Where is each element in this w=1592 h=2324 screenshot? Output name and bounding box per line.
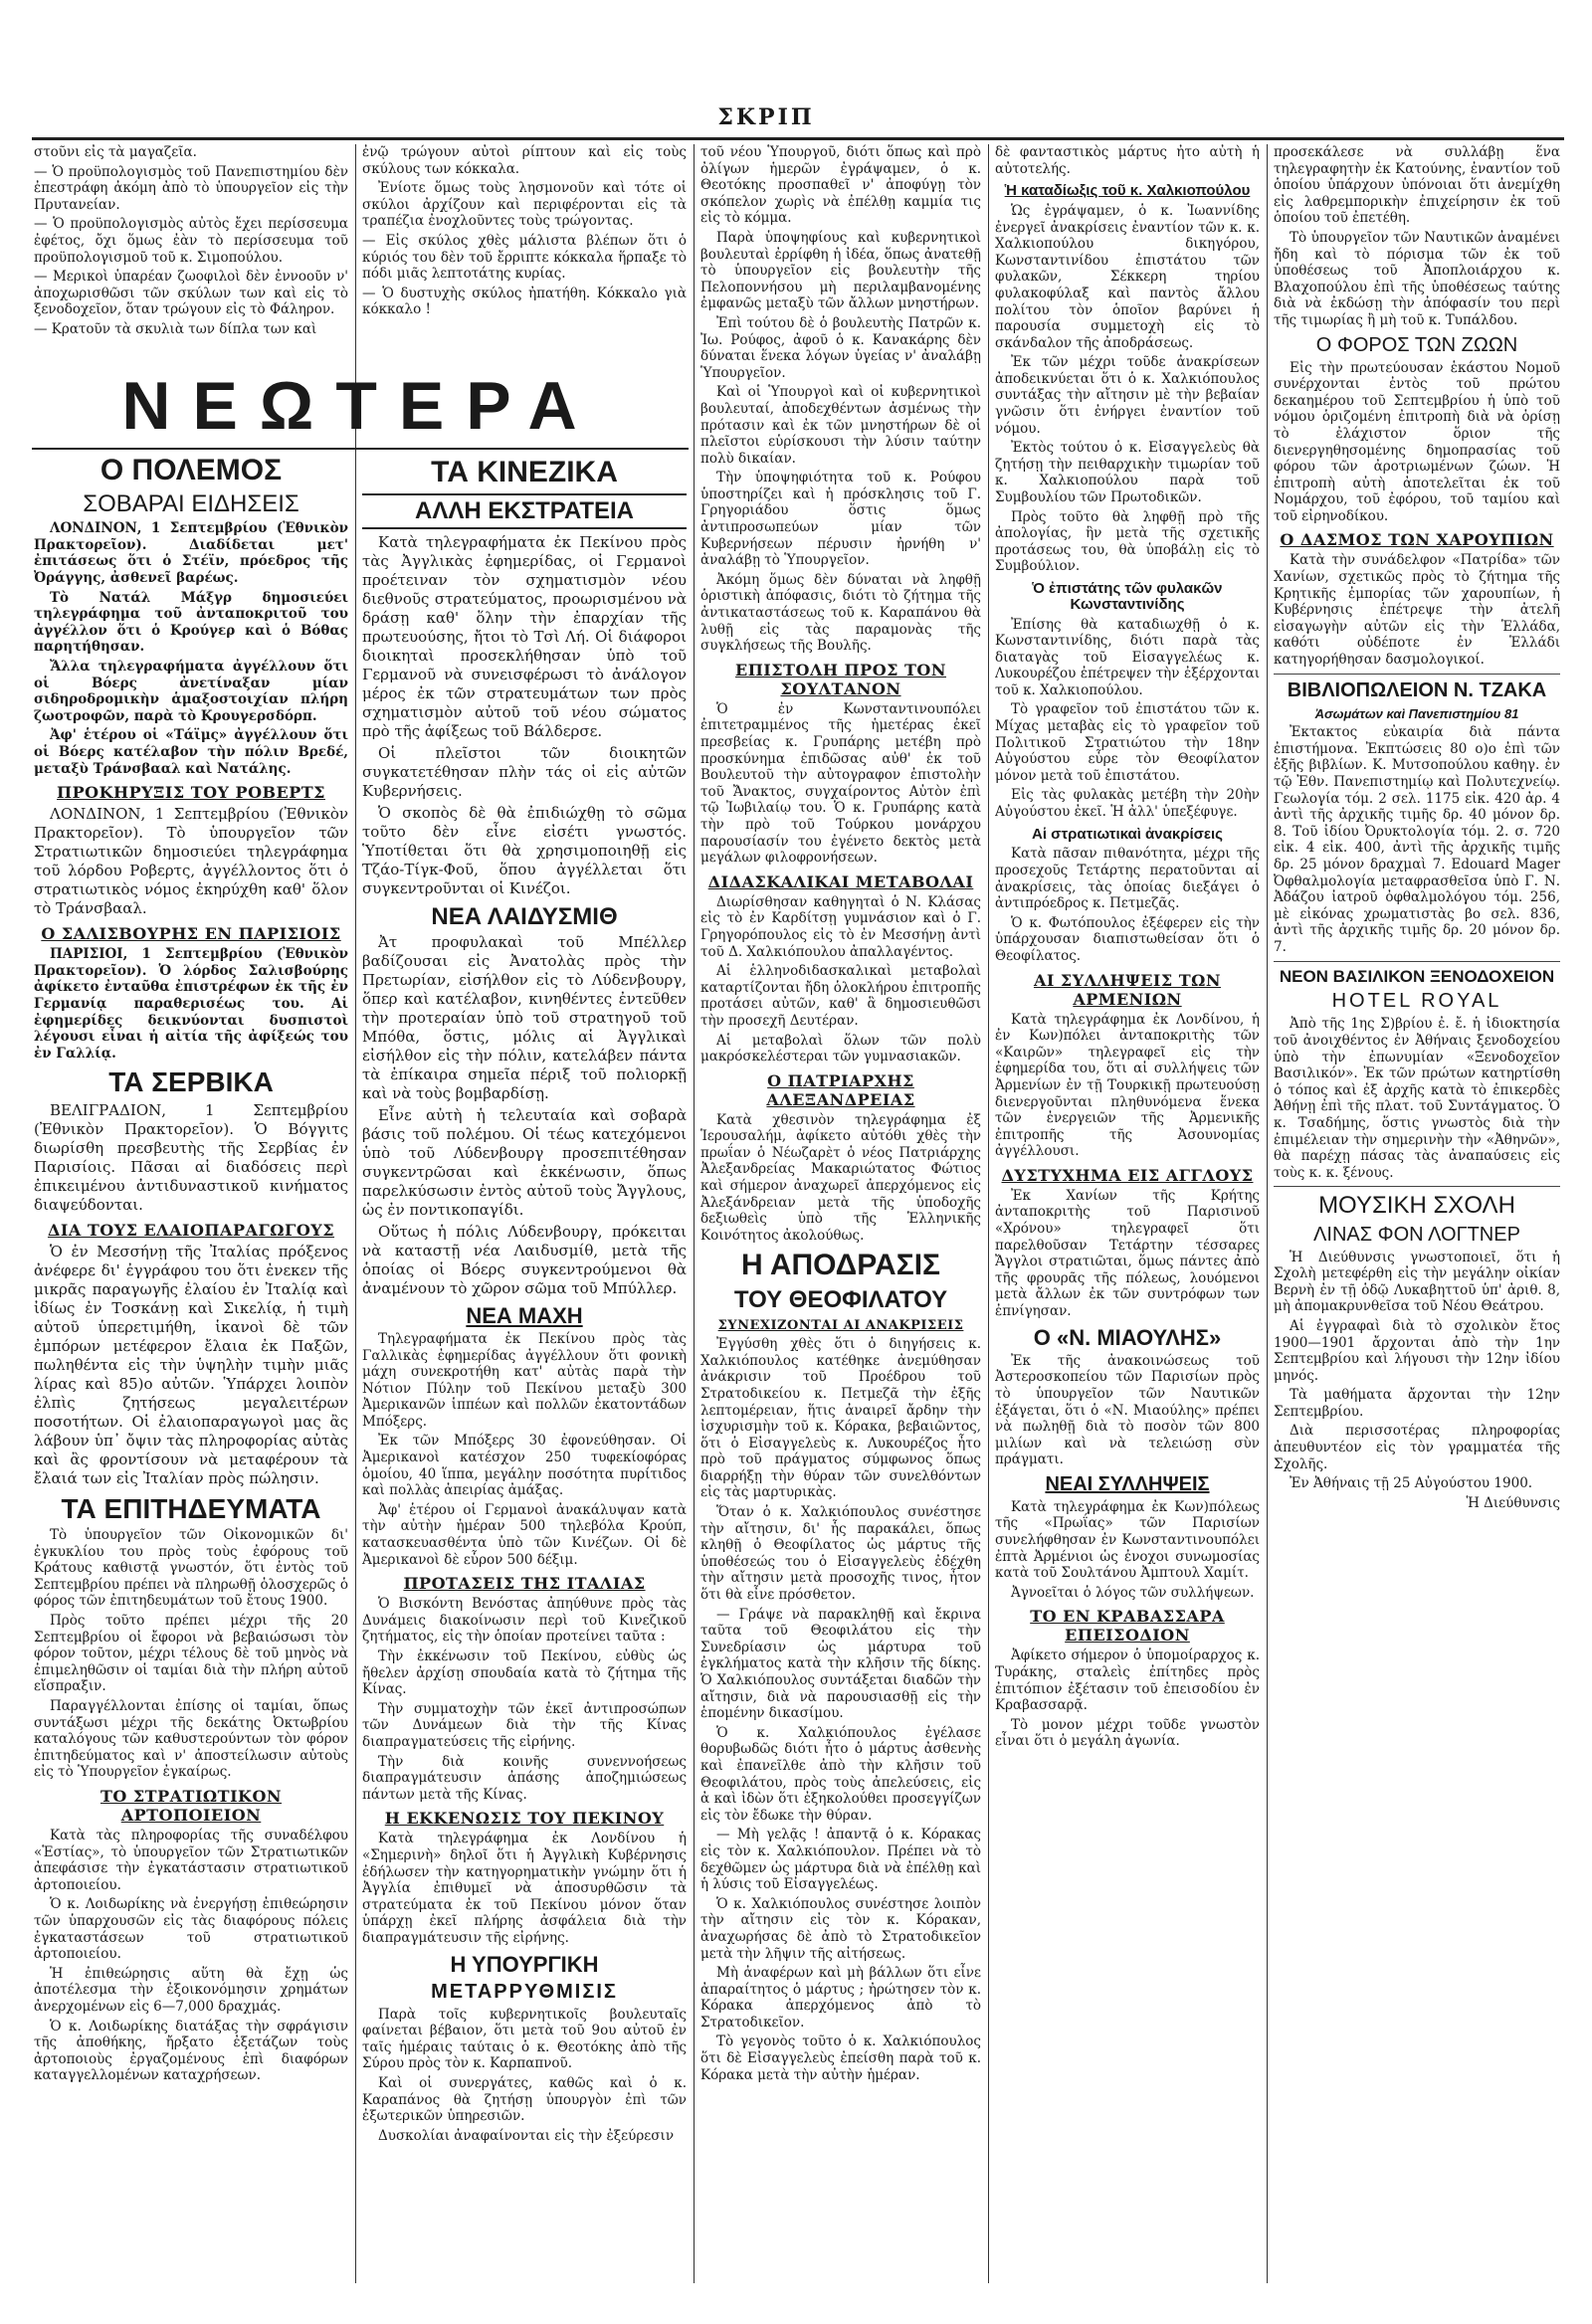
trades-para: Παραγγέλλονται ἐπίσης οἱ ταμίαι, ὅπως συντάξωσι μέχρι τῆς δεκάτης Ὀκτωβρίου καταλόγους τῶν καθυστερούντων τὸν φόρον ἐπιτηδεύματος καὶ ν' ἀποστείλωσιν αὐτοὺς εἰς τὸ Ὑπουργεῖον ἐγκαίρως. [34, 1698, 348, 1781]
ad-rule [1274, 961, 1560, 962]
salisbury-title: Ο ΣΑΛΙΣΒΟΥΡΗΣ ΕΝ ΠΑΡΙΣΙΟΙΣ [41, 924, 341, 944]
war-title: Ο ΠΟΛΕΜΟΣ [100, 453, 283, 486]
col4-item: Πρὸς τοῦτο θὰ ληφθῇ πρὸ τῆς ἀπολογίας, ἣν μετὰ τῆς σχετικῆς προτάσεως του, θὰ ὑποβάλῃ εἰς τὸ Συμβούλιον. [995, 508, 1260, 575]
war-para: Τὸ Νατάλ Μάξγρ δημοσιεύει τηλεγράφημα τοῦ ἀνταποκριτοῦ του ἀγγέλλον ὅτι ὁ Κρούγερ καὶ ὁ Βόθας παρητήθησαν. [34, 589, 348, 656]
col4-item: Ἐπίσης θὰ καταδιωχθῇ ὁ κ. Κωνσταντινίδης, διότι παρὰ τὰς διαταγὰς τοῦ Εἰσαγγελέως κ. Λυκουρέζου ἐπέτρεψεν τὴν ἐξέρχονται τοῦ κ. Χαλκιοπούλου. [995, 616, 1260, 698]
olive-para: Ὁ ἐν Μεσσήνῃ τῆς Ἰταλίας πρόξενος ἀνέφερε δι' ἐγγράφου του ὅτι ἐνεκεν τῆς μικρᾶς παραγωγῆς ἐλαίου ἐν Ἰταλίᾳ καὶ ἰδίως ἐν Τοσκάνῃ καὶ Σικελίᾳ, ἡ τιμὴ αὐτοῦ ὑπερετιμήθη, ἱκανοὶ δὲ τῶν ἐμπόρων μετέφερον ἔλαια ἐκ Παξῶν, πωληθέντα εἰς τὴν ὑψηλὴν τιμὴν μιᾶς λίρας καὶ 85)ο αὐτῶν. Ὑπάρχει λοιπὸν ἐλπὶς ζητήσεως μεγαλειτέρων ποσοτήτων. Οἱ ἐλαιοπαραγωγοὶ μας ἂς λάβουν ὑπ᾽ ὄψιν τὰς πληροφορίας αὐτὰς καὶ ἂς φροντίσουν νὰ μεταφέρουν τὰ ἔλαιά των εἰς Ἰταλίαν πρὸς πώλησιν. [34, 1242, 348, 1487]
patriarch-title: Ο ΠΑΤΡΙΑΡΧΗΣ ΑΛΕΞΑΝΔΡΕΙΑΣ [766, 1070, 915, 1109]
escape-para: — Μὴ γελᾷς ! ἀπαντᾷ ὁ κ. Κόρακας εἰς τὸν κ. Χαλκιόπουλον. Πρέπει νὰ τὸ δεχθῶμεν ὡς μάρτυρα διὰ νὰ ἐπέλθῃ καὶ ἡ λύσις τοῦ Εἰσαγγελέως. [700, 1827, 981, 1893]
col3-item: Καὶ οἱ Ὑπουργοὶ καὶ οἱ κυβερνητικοὶ βουλευταί, ἀποδεχθέντων ἀσμένως τὴν πρότασιν καὶ ἐκ τῶν μνηστήρων δὲ οἱ πλεῖστοι εὑρίσκουσι τὴν λύσιν ταύτην πολὺ δικαίαν. [700, 384, 981, 467]
ad-rule [1274, 674, 1560, 675]
col1-item: — Κρατοῦν τὰ σκυλιὰ των δίπλα των καὶ [34, 320, 317, 337]
masthead-rule [32, 137, 1564, 140]
newest-banner: ΝΕΩΤΕΡΑ [121, 368, 599, 444]
ministry-title: Η ΥΠΟΥΡΓΙΚΗ [450, 1951, 599, 1977]
column-rule [355, 144, 356, 2283]
music-para: Ἐν Ἀθήναις τῇ 25 Αὐγούστου 1900. [1290, 1475, 1533, 1492]
forests-title: Ο ΔΑΣΜΟΣ ΤΩΝ ΧΑΡΟΥΠΙΩΝ [1280, 530, 1554, 550]
teachers-title: ΔΙΔΑΣΚΑΛΙΚΑΙ ΜΕΤΑΒΟΛΑΙ [707, 872, 974, 891]
col4-subhead: Ὁ ἐπιστάτης τῶν φυλακῶν Κωνσταντινίδης [1032, 580, 1223, 613]
hotel-title: ΝΕΟΝ ΒΑΣΙΛΙΚΟΝ ΞΕΝΟΔΟΧΕΙΟΝ [1279, 966, 1555, 986]
music-title: ΜΟΥΣΙΚΗ ΣΧΟΛΗ [1318, 1192, 1515, 1220]
col5-item: προσεκάλεσε νὰ συλλάβῃ ἕνα τηλεγραφητὴν ἐκ Κατούνης, ἐναντίον τοῦ ὁποίου ὑπάρχουν ὑπόνοιαι ὅτι ἀνεμίχθη εἰς λαθρεμπορικὴν ἐπιχείρησιν ἐκ τοῦ ὁποίου τοῦ ἐπετέθη. [1274, 144, 1560, 227]
ladysmith-title: ΝΕΑ ΛΑΙΔΥΣΜΙΘ [431, 902, 618, 930]
music-para: Αἱ ἐγγραφαὶ διὰ τὸ σχολικὸν ἔτος 1900—1901 ἄρχονται ἀπὸ τὴν 1ην Σεπτεμβρίου καὶ λήγουσι τὴν 12ην ἰδίου μηνός. [1274, 1317, 1560, 1384]
teachers-para: Αἱ ἑλληνοδιδασκαλικαὶ μεταβολαὶ καταρτίζονται ἤδη ὁλοκλήρου ἐπιτροπῆς προτάσει αὐτῶν, καθ' ἃ δημοσιευθῶσι τὴν προσεχῆ Δευτέραν. [700, 963, 981, 1029]
newbattle-para: Ἀφ' ἑτέρου οἱ Γερμανοὶ ἀνακάλυψαν κατὰ τὴν αὐτὴν ἡμέραν 500 τηλεβόλα Κρούπ, κατασκευασθέντα ὑπὸ τῶν Κινέζων. Οἱ δὲ Ἀμερικανοὶ δὲ εὗρον 500 δέξιμ. [362, 1501, 687, 1568]
col1-item: — Μερικοὶ ὑπαρέαν ζωοφιλοὶ δὲν ἐννοοῦν ν' ἀποχωρισθῶσι τῶν σκύλων των καὶ εἰς τὸ ξενοδοχεῖον, ὅταν τρώγουν εἰς τὸ Φάληρον. [34, 269, 348, 318]
newbattle-title: ΝΕΑ ΜΑΧΗ [466, 1302, 583, 1328]
ministry-para: Καὶ οἱ συνεργάτες, καθῶς καὶ ὁ κ. Καραπάνος θὰ ζητήσῃ ὑπουργὸν ἐπὶ τῶν ἐξωτερικῶν ὑπηρεσιῶν. [362, 2074, 687, 2125]
escape-para: Μὴ ἀναφέρων καὶ μὴ βάλλων ὅτι εἶνε ἀπαραίτητος ὁ μάρτυς ; ἠρώτησεν τὸν κ. Κόρακα ἀπερχόμενος ἀπὸ τὸ Στρατοδικεῖον. [700, 1965, 981, 2031]
animals-title: Ο ΦΟΡΟΣ ΤΩΝ ΖΩΩΝ [1315, 333, 1518, 356]
ladysmith-para: Εἶνε αὐτὴ ἡ τελευταία καὶ σοβαρὰ βάσις τοῦ πολέμου. Οἱ τέως κατεχόμενοι ὑπὸ τοῦ Λύδενβουργ προσεπιτέθησαν συγκεντρῶσαι καὶ ἐκκένωσιν, ὅπως παρελκύσωσιν ἐντὸς αὐτοῦ τοὺς Ἄγγλους, ὡς ἐν ποντικοπαγίδι. [362, 1105, 687, 1219]
china-para: Οἱ πλεῖστοι τῶν διοικητῶν συγκατετέθησαν πλὴν τάς οἱ εἰς αὐτῶν Κυβερνήσεις. [362, 743, 687, 800]
china-title: ΤΑ ΚΙΝΕΖΙΚΑ [431, 455, 618, 488]
column-5 [1274, 144, 1560, 2283]
ladysmith-para: Ἀτ προφυλακαὶ τοῦ Μπέλλερ βαδίζουσαι εἰς Ἀνατολὰς πρὸς τὴν Πρετωρίαν, εἰσήλθον εἰς τὸ Λύδενβουργ, ὅπερ καὶ κατέλαβον, κινηθέντες ἐντεῦθεν τὴν προτεραίαν ὑπὸ τοῦ στρατηγοῦ τοῦ Μπόθα, ὅστις, μόλις αἱ Ἀγγλικαὶ εἰσήλθον εἰς τὴν πόλιν, κατελάβεν πάντα τὰ ἐπίκαιρα σημεῖα πέριξ τοῦ πολιορκῇ καὶ νὰ τοὺς βομβαρδίσῃ. [362, 932, 687, 1102]
war-para: Ἄλλα τηλεγραφήματα ἀγγέλλουν ὅτι οἱ Βόερς ἀνετίναξαν μίαν σιδηροδρομικὴν ἁμαξοστοιχίαν πλήρη ζωοτροφῶν, παρὰ τὸ Κρουγερσδόρπ. [34, 658, 348, 724]
escape-subtitle: ΤΟΥ ΘΕΟΦΙΛΑΤΟΥ [733, 1285, 948, 1313]
col4-item: Ἐκ τῶν μέχρι τοῦδε ἀνακρίσεων ἀποδεικνύεται ὅτι ὁ κ. Χαλκιόπουλος συντάξας τὴν αἴτησιν μὲ τὴν βεβαίαν γνῶσιν ὅτι ἐνήργει ἐναντίον τοῦ νόμου. [995, 354, 1260, 437]
arrests-para: Κατὰ τηλεγράφημα ἐκ Κων)πόλεως τῆς «Πρωΐας» τῶν Παρισίων συνελήφθησαν ἐν Κωνσταντινουπόλει ἐπτὰ Ἀρμένιοι ὡς ἐνοχοι συνωμοσίας κατὰ τοῦ Σουλτάνου Ἀμπτουλ Χαμίτ. [995, 1498, 1260, 1582]
italy-para: Ὁ Βισκόντη Βενόστας ἀπηύθυνε πρὸς τὰς Δυνάμεις διακοίνωσιν περὶ τοῦ Κινεζικοῦ ζητήματος, εἰς τὴν ὁποίαν προτείνει ταῦτα : [362, 1596, 687, 1646]
bakery-para: Ὁ κ. Λοιδωρίκης νὰ ἐνεργήσῃ ἐπιθεώρησιν τῶν ὑπαρχουσῶν εἰς τὰς διαφόρους πόλεις ἐγκαταστάσεων τοῦ στρατιωτικοῦ ἀρτοποιείου. [34, 1896, 348, 1963]
escape-para: Ὁ κ. Χαλκιόπουλος ἐγέλασε θορυβωδῶς διότι ἦτο ὁ μάρτυς ἀσθενὴς καὶ ἐπανεῖλθε ἀπὸ τὴν κλῆσιν τοῦ Θεοφιλάτου, πρὸς τοὺς ἀπελεύσεις, εἰς ἀ καὶ ἰδὼν ὅτι ἐξηκολούθει προσεγγίζων εἰς τὸν ἔδωκε τὴν θύραν. [700, 1724, 981, 1824]
ministry-para: Παρὰ τοῖς κυβερνητικοῖς βουλευταῖς φαίνεται βέβαιον, ὅτι μετὰ τοῦ 9ου αὐτοῦ ἐν ταῖς ἡμέραις ταύταις ὁ κ. Θεοτόκης ἀπὸ τῆς Σύρου πρὸς τὸν κ. Καρπαπνοῦ. [362, 2006, 687, 2072]
col2-item: — Εἰς σκύλος χθὲς μάλιστα βλέπων ὅτι ὁ κύριός του δὲν τοῦ ἔρριπτε κόκκαλα ἥρπαξε τὸ πόδι μιᾶς λεπτοτάτης κυρίας. [362, 232, 687, 283]
column-rule [694, 144, 695, 2283]
column-rule [1267, 144, 1268, 2283]
bookstore-title: ΒΙΒΛΙΟΠΩΛΕΙΟΝ Ν. ΤΖΑΚΑ [1287, 678, 1547, 701]
music-signature: Ἡ Διεύθυνσις [1466, 1494, 1560, 1511]
serbia-title: ΤΑ ΣΕΡΒΙΚΑ [108, 1066, 274, 1098]
col3-item: Παρὰ ὑποψηφίους καὶ κυβερνητικοὶ βουλευταὶ ἐρρίφθη ἡ ἰδέα, ὅπως ἀνατεθῇ τὸ ὑπουργεῖον εἰς βουλευτὴν τῆς Πελοποννήσου μὴ περιλαμβανομένης ἐμφανῶς μεταξὺ τῶν ἄλλων μνηστήρων. [700, 229, 981, 312]
italy-para: Τὴν διὰ κοινῆς συνεννοήσεως διαπραγμάτευσιν ἀπάσης ἀποζημιώσεως πάντων μετὰ τῆς Κίνας. [362, 1753, 687, 1803]
music-para: Τὰ μαθήματα ἄρχονται τὴν 12ην Σεπτεμβρίου. [1274, 1387, 1560, 1420]
col5-item: Τὸ ὑπουργεῖον τῶν Ναυτικῶν ἀναμένει ἤδη καὶ τὸ πόρισμα τῶν ἐκ τοῦ ὑποθέσεως τοῦ Ἀποπλοιάρχου κ. Βλαχοπούλου ἐπὶ τῆς ὑποθέσεως ταύτης διὰ νὰ ἐκδώσῃ τὴν ἀπόφασίν του περὶ τῆς τιμωρίας ἢ μὴ τοῦ κ. Τυπάλδου. [1274, 229, 1560, 328]
newest-rule [32, 448, 689, 450]
animals-para: Εἰς τὴν πρωτεύουσαν ἑκάστου Νομοῦ συνέρχονται ἐντὸς τοῦ πρώτου δεκαημέρου τοῦ Σεπτεμβρίου ἡ ὑπὸ τοῦ νόμου ὁριζομένη ἐπιτροπὴ διὰ νὰ ὁρίσῃ τὸ ἐλάχιστον ὅριον τῆς διενεργηθησομένης δημοπρασίας τοῦ φόρου τῶν ἀροτριωμένων ζώων. Ἡ ἐπιτροπὴ αὐτὴ ἀποτελεῖται ἐκ τοῦ Νομάρχου, τοῦ ἐφόρου, τοῦ ταμίου καὶ τοῦ εἰρηνοδίκου. [1274, 359, 1560, 524]
newbattle-para: Τηλεγραφήματα ἐκ Πεκίνου πρὸς τὰς Γαλλικὰς ἐφημερίδας ἀγγέλλουν ὅτι φονικὴ μάχη συνεκροτήθη κατ' αὐτὰς παρὰ τὴν Νότιον Πύλην τοῦ Πεκίνου μεταξὺ 300 Ἀμερικανῶν ἱππέων καὶ πολλῶν ἑκατοντάδων Μπόξερς. [362, 1330, 687, 1430]
china-para: Ὁ σκοπὸς δὲ θὰ ἐπιδιώχθῃ τὸ σῶμα τοῦτο δὲν εἶνε εἰσέτι γνωστός. Ὑποτίθεται ὅτι θὰ χρησιμοποιηθῇ εἰς Τζάο-Τίγκ-Φοῦ, ὅπου ἀγγέλλεται ὅτι συγκεντροῦνται οἱ Κινέζοι. [362, 803, 687, 897]
roberts-para: ΛΟΝΔΙΝΟΝ, 1 Σεπτεμβρίου (Ἐθνικὸν Πρακτορεῖον). Τὸ ὑπουργεῖον τῶν Στρατιωτικῶν δημοσιεύει τηλεγράφημα τοῦ λόρδου Ροβερτς, ἀγγέλλοντος ὅτι ὁ στρατιωτικὸς νόμος ἐκηρύχθη καθ' ὅλον τὸ Τράνσβααλ. [34, 805, 348, 918]
col4-item: Εἰς τὰς φυλακὰς μετέβη τὴν 20ὴν Αὐγούστου ἐκεῖ. Ἡ ἀλλ' ὑπεξέφυγε. [995, 787, 1260, 821]
misfortune-title: ΔΥΣΤΥΧΗΜΑ ΕΙΣ ΑΓΓΛΟΥΣ [1001, 1165, 1254, 1185]
letter-title: ΕΠΙΣΤΟΛΗ ΠΡΟΣ ΤΟΝ ΣΟΥΛΤΑΝΟΝ [735, 660, 946, 698]
music-para: Ἡ Διεύθυνσις γνωστοποιεῖ, ὅτι ἡ Σχολὴ μετεφέρθη εἰς τὴν μεγάλην οἰκίαν Βερνὴ ἐν τῇ ὁδῷ Λυκαβηττοῦ ὑπ' ἀριθ. 8, μὴ ἀπομακρυνθεῖσα τοῦ Νέου Θεάτρου. [1274, 1249, 1560, 1315]
col2-item: Ἐνίοτε ὅμως τοὺς λησμονοῦν καὶ τότε οἱ σκύλοι ἀρχίζουν καὶ περιφέρονται εἰς τὰ τραπέζια ἐνοχλοῦντες τοὺς τρώγοντας. [362, 180, 687, 230]
trades-para: Τὸ ὑπουργεῖον τῶν Οἰκονομικῶν δι' ἐγκυκλίου του πρὸς τοὺς ἐφόρους τοῦ Κράτους καθιστᾷ γνωστόν, ὅτι ἐντὸς τοῦ Σεπτεμβρίου πρέπει νὰ πληρωθῇ ὁλοσχερῶς ὁ φόρος τῶν ἐπιτηδευμάτων τοῦ ἔτους 1900. [34, 1527, 348, 1610]
column-rule [988, 144, 989, 2283]
col4-item: Τὸ γραφεῖον τοῦ ἐπιστάτου τῶν κ. Μίχας μεταβὰς εἰς τὸ γραφεῖον τοῦ Πολιτικοῦ Στρατιώτου τὴν 18ην Αὐγούστου εὗρε τὸν Θεοφίλατον μόνον μετὰ τοῦ ἐπιστάτου. [995, 701, 1260, 784]
patriarch-para: Κατὰ χθεσινὸν τηλεγράφημα ἐξ Ἱερουσαλήμ, ἀφίκετο αὐτόθι χθὲς τὴν πρωΐαν ὁ Νέωζαρὲτ ὁ νέος Πατριάρχης Ἀλεξανδρείας Μακαριώτατος Φώτιος καὶ σήμερον ἀναχωρεῖ ἀπερχόμενος εἰς Ἀλεξάνδρειαν μετὰ τῆς ὑποδοχῆς δεξιωθεὶς ὑπὸ τῆς Ἑλληνικῆς Κοινότητος ἀκολούθως. [700, 1111, 981, 1244]
col1-item: — Ὁ προϋπολογισμὸς τοῦ Πανεπιστημίου δὲν ἐπεστράφη ἀκόμη ἀπὸ τὸ ὑπουργεῖον εἰς τὴν Πρυτανείαν. [34, 163, 348, 213]
teachers-para: Αἱ μεταβολαὶ ὅλων τῶν πολὺ μακρόσκελέστεραι τῶν γυμνασιακῶν. [700, 1032, 981, 1065]
krabassara-para: Ἀφίκετο σήμερον ὁ ὑπομοίραρχος κ. Τυράκης, σταλεὶς ἐπίτηδες πρὸς ἐπιτόπιον ἐξέτασιν τοῦ ἐπεισοδίου ἐν Κραβασσαρᾷ. [995, 1647, 1260, 1714]
column-3 [700, 144, 981, 2283]
col2-item: ἐνῷ τρώγουν αὐτοὶ ρίπτουν καὶ εἰς τοὺς σκύλους των κόκκαλα. [362, 144, 687, 177]
col1-item: — Ὁ προϋπολογισμὸς αὐτὸς ἔχει περίσσευμα ἐφέτος, ὄχι ὅμως ἐὰν τὸ περίσσευμα τοῦ προϋπολογισμοῦ τοῦ κ. Σιμοπούλου. [34, 216, 348, 266]
miaoulis-title: Ο «Ν. ΜΙΑΟΥΛΗΣ» [1033, 1324, 1222, 1350]
col4-item: Ὡς ἐγράψαμεν, ὁ κ. Ἰωαννίδης ἐνεργεῖ ἀνακρίσεις ἐναντίον τῶν κ. κ. Χαλκιοπούλου δικηγόρου, Κωνσταντινίδου ἐπιστάτου τῶν φυλακῶν, Σέκκερη τηρίου φυλακοφύλαξ καὶ παντὸς ἄλλου πολίτου τὸν ὁποῖον βαρύνει ἡ παρουσία συμμετοχὴ εἰς τὸ σκάνδαλον τῆς ἀποδράσεως. [995, 202, 1260, 351]
bakery-title: ΤΟ ΣΤΡΑΤΙΩΤΙΚΟΝ ΑΡΤΟΠΟΙΕΙΟΝ [100, 1786, 283, 1825]
roberts-title: ΠΡΟΚΗΡΥΞΙΣ ΤΟΥ ΡΟΒΕΡΤΣ [57, 783, 325, 803]
escape-para: — Γράψε νὰ παρακληθῇ καὶ ἔκρινα ταῦτα τοῦ Θεοφιλάτου εἰς τὴν Συνεδρίασιν ὡς μάρτυρα τοῦ ἐγκλήματος κατὰ τὴν κλῆσιν τῆς δίκης. Ὁ Χαλκιόπουλος συντάξεται διαδῶν τὴν αἴτησιν, διὰ νὰ παρουσιασθῇ εἰς τὴν ἑπομένην δικασίμου. [700, 1606, 981, 1722]
col1-item: στοῦνι εἰς τὰ μαγαζεῖα. [34, 144, 197, 160]
teachers-para: Διωρίσθησαν καθηγηταὶ ὁ Ν. Κλάσας εἰς τὸ ἐν Καρδίτσῃ γυμνάσιον καὶ ὁ Γ. Γρηγορόπουλος εἰς τὸ ἐν Μεσσήνῃ ἀντὶ τοῦ Δ. Χαλκιόπουλου ἀπαλλαγέντος. [700, 893, 981, 960]
col4-subhead: Αἱ στρατιωτικαὶ ἀνακρίσεις [1032, 825, 1223, 843]
col4-item: δὲ φανταστικὸς μάρτυς ἦτο αὐτὴ ἡ αὐτοτελής. [995, 144, 1260, 177]
miaoulis-para: Ἐκ τῆς ἀνακοινώσεως τοῦ Ἀστεροσκοπείου τῶν Παρισίων πρὸς τὸ ὑπουργεῖον τῶν Ναυτικῶν ἐξάγεται, ὅτι ὁ «Ν. Μιαούλης» πρέπει νὰ πωληθῇ διὰ τὸ ποσὸν τῶν 800 μιλίων καὶ νὰ τελειώσῃ σὺν πράγματι. [995, 1352, 1260, 1468]
col1-top-items [34, 144, 348, 338]
bakery-para: Ὁ κ. Λοιδωρίκης διατάξας τὴν σφράγισιν τῆς ἀποθήκης, ἤρξατο ἐξετάζων τοὺς ἀρτοποιοὺς ἐργαζομένους ἐπὶ διαφόρων καταγγελλομένων καταχρήσεων. [34, 2018, 348, 2084]
trades-para: Πρὸς τοῦτο πρέπει μέχρι τῆς 20 Σεπτεμβρίου οἱ ἔφοροι νὰ βεβαιώσωσι τὸν φόρον τοῦτον, μέχρι τέλους δὲ τοῦ μηνὸς νὰ ἐπιμεληθῶσιν οἱ ταμίαι διὰ τὴν πλήρη αὐτοῦ εἴσπραξιν. [34, 1613, 348, 1695]
ladysmith-para: Οὕτως ἡ πόλις Λύδενβουργ, πρόκειται νὰ καταστῇ νέα Λαιδυσμίθ, μετὰ τῆς ὁποίας οἱ Βόερς συγκεντρούμενοι θὰ ἀναμένουν τὸ χῶρον σῶμα τοῦ Μπύλλερ. [362, 1222, 687, 1297]
war-body [34, 520, 348, 777]
olive-title: ΔΙΑ ΤΟΥΣ ΕΛΑΙΟΠΑΡΑΓΩΓΟΥΣ [47, 1220, 335, 1240]
letter-para: Ὁ ἐν Κωνσταντινουπόλει ἐπιτετραμμένος τῆς ἡμετέρας ἐκεῖ πρεσβείας κ. Γρυπάρης μετέβη πρὸ προσκύνημα ἐπιδῶσας αὐθ' ἐκ τοῦ Βουλευτοῦ τὴν αὐτογραφον ἐπιστολὴν τοῦ Ἄνακτος, συγχαίροντος Αὐτὸν ἐπὶ τῷ Ἰωβιλαίῳ του. Ὁ κ. Γρυπάρης κατὰ τὴν πρὸ τοῦ Τούρκου μονάρχου παρουσίασίν του ἐγένετο δεκτὸς μετὰ μεγάλων φιλοφρονήσεων. [700, 700, 981, 867]
armenians-title: ΑΙ ΣΥΛΛΗΨΕΙΣ ΤΩΝ ΑΡΜΕΝΙΩΝ [1033, 970, 1222, 1009]
peking-title: Η ΕΚΚΕΝΩΣΙΣ ΤΟΥ ΠΕΚΙΝΟΥ [384, 1809, 665, 1829]
col4-subhead: Ἡ καταδίωξις τοῦ κ. Χαλκιοπούλου [1004, 182, 1251, 200]
column-4 [995, 144, 1260, 2283]
music-para: Διὰ περισσοτέρας πληροφορίας ἀπευθυντέον εἰς τὸν γραμματέα τῆς Σχολῆς. [1274, 1423, 1560, 1472]
col4-item: Ἐκτὸς τούτου ὁ κ. Εἰσαγγελεὺς θὰ ζητήσῃ τὴν πειθαρχικὴν τιμωρίαν τοῦ κ. Χαλκιοπούλου παρὰ τοῦ Συμβουλίου τῶν Πρωτοδικῶν. [995, 440, 1260, 506]
escape-para: Τὸ γεγονὸς τοῦτο ὁ κ. Χαλκιόπουλος ὅτι δὲ Εἰσαγγελεὺς ἐπείσθη παρὰ τοῦ κ. Κόρακα μετὰ τὴν αὐτὴν ἡμέραν. [700, 2034, 981, 2083]
music-subtitle: ΛΙΝΑΣ ΦΟΝ ΛΟΓΤΝΕΡ [1313, 1223, 1520, 1246]
salisbury-para: ΠΑΡΙΣΙΟΙ, 1 Σεπτεμβρίου (Ἐθνικὸν Πρακτορεῖον). Ὁ λόρδος Σαλισβούρης ἀφίκετο ἐνταῦθα ἐπιστρέφων ἐκ τῆς ἐν Γερμανίᾳ παραθερισέως του. Αἱ ἐφημερίδες δεικνύονται δυσπιστοὶ λέγουσι εἶναι ἡ αἰτία τῆς ἀφίξεώς του ἐν Γαλλίᾳ. [34, 946, 348, 1062]
china-subtitle: ΑΛΛΗ ΕΚΣΤΡΑΤΕΙΑ [362, 493, 687, 528]
armenians-para: Κατὰ τηλεγράφημα ἐκ Λονδίνου, ἡ ἐν Κων)πόλει ἀνταποκριτὴς τῶν «Καιρῶν» τηλεγραφεῖ εἰς τὴν ἐφημερίδα του, ὅτι αἱ συλλήψεις τῶν Ἀρμενίων ἐν τῇ Τουρκικῇ πρωτευούσῃ διενεργοῦνται πληθυνόμενα ἕνεκα τῶν ἐνεργειῶν τῆς Ἀρμενικῆς ἐπιτροπῆς τῆς Ἀσουνομίας ἀγγέλλουσι. [995, 1011, 1260, 1160]
newbattle-para: Ἐκ τῶν Μπόξερς 30 ἐφονεύθησαν. Οἱ Ἀμερικανοὶ κατέσχον 250 τυφεκίοφόρας ὁμοίου, 40 ἵππα, μεγάλην ποσότητα πυρίτιδος καὶ πολλὰς ἀπειρίας ἀμάξας. [362, 1433, 687, 1499]
italy-para: Τὴν συμματοχὴν τῶν ἐκεῖ ἀντιπροσώπων τῶν Δυνάμεων διὰ τὴν τῆς Κίνας διαπραγματεύσεις τῆς εἰρήνης. [362, 1700, 687, 1750]
italy-title: ΠΡΟΤΑΣΕΙΣ ΤΗΣ ΙΤΑΛΙΑΣ [403, 1574, 646, 1594]
war-subtitle: ΣΟΒΑΡΑΙ ΕΙΔΗΣΕΙΣ [83, 490, 299, 518]
krabassara-note: Τὸ μονον μέχρι τοῦδε γνωστὸν εἶναι ὅτι ὁ μεγάλη ἀγωνία. [995, 1716, 1260, 1750]
bakery-para: Ἡ ἐπιθεώρησις αὕτη θὰ ἔχῃ ὡς ἀποτέλεσμα τὴν ἐξοικονόμησιν χρημάτων ἀνερχομένων εἰς 6—7,000 δραχμάς. [34, 1965, 348, 2015]
misfortune-para: Ἐκ Χανίων τῆς Κρήτης ἀνταποκριτὴς τοῦ Παρισινοῦ «Χρόνου» τηλεγραφεῖ ὅτι παρελθοῦσαν Τετάρτην τέσσαρες Ἄγγλοι στρατιῶται, ὅμως πάντες ἀπὸ τῆς φρουρᾶς τῆς πόλεως, λουόμενοι μετὰ ἄλλων ἐκ τῶν συντρόφων των ἐπνίγησαν. [995, 1187, 1260, 1320]
col4-item: Κατὰ πᾶσαν πιθανότητα, μέχρι τῆς προσεχοῦς Τετάρτης περατοῦνται αἱ ἀνακρίσεις, τὰς ὁποίας διεξάγει ὁ ἀντιπρόεδρος κ. Πετμεζᾶς. [995, 846, 1260, 912]
bakery-para: Κατὰ τὰς πληροφορίας τῆς συναδέλφου «Ἑστίας», τὸ ὑπουργεῖον τῶν Στρατιωτικῶν ἀπεφάσισε τὴν ἐγκατάστασιν στρατιωτικοῦ ἀρτοποιείου. [34, 1827, 348, 1893]
masthead-title: ΣΚΡΙΠ [717, 104, 815, 130]
war-para: ΛΟΝΔΙΝΟΝ, 1 Σεπτεμβρίου (Ἐθνικὸν Πρακτορεῖον). Διαδίδεται μετ' ἐπιτάσεως ὅτι ὁ Στέϊν, πρόεδρος τῆς Ὀράγγης, ἀσθενεῖ βαρέως. [34, 520, 348, 586]
ministry-para: Δυσκολίαι ἀναφαίνονται εἰς τὴν ἐξεύρεσιν [378, 2127, 675, 2144]
col4-item: Ὁ κ. Φωτόπουλος ἐξέφερεν εἰς τὴν ὑπάρχουσαν διαπιστωθείσαν ὅτι ὁ Θεοφίλατος. [995, 914, 1260, 964]
escape-para: Ὅταν ὁ κ. Χαλκιόπουλος συνέστησε τὴν αἴτησιν, δι' ἧς παρακάλει, ὅπως κληθῇ ὁ Θεοφίλατος ὡς μάρτυς τῆς ὑποθέσεώς του ὁ Εἰσαγγελεὺς ἐδέχθη τὴν αἴτησιν μετὰ προσοχῆς τινος, ἦτον ὅτι θὰ εἶνε πρόσθετον. [700, 1504, 981, 1604]
war-para: Ἀφ' ἑτέρου οἱ «Τάϊμς» ἀγγέλλουν ὅτι οἱ Βόερς κατέλαβον τὴν πόλιν Βρεδέ, μεταξὺ Τράνσβααλ καὶ Νατάλης. [34, 727, 348, 777]
escape-title: Η ΑΠΟΔΡΑΣΙΣ [740, 1249, 941, 1282]
bookstore-subtitle: Ἀσωμάτων καὶ Πανεπιστημίου 81 [1314, 705, 1519, 721]
arrests-title: ΝΕΑΙ ΣΥΛΛΗΨΕΙΣ [1045, 1472, 1210, 1495]
col3-item: Ἀκόμη ὅμως δὲν δύναται νὰ ληφθῇ ὁριστικὴ ἀπόφασις, διότι τὸ ζήτημα τῆς ἀντικαταστάσεως τοῦ κ. Καραπάνου θὰ λυθῇ εἰς τὰς παραμονὰς τῆς συγκλήσεως τῆς Βουλῆς. [700, 571, 981, 655]
col2-item: — Ὁ δυστυχὴς σκύλος ἠπατήθη. Κόκκαλο γιὰ κόκκαλο ! [362, 285, 687, 318]
serbia-para: ΒΕΛΙΓΡΑΔΙΟΝ, 1 Σεπτεμβρίου (Ἐθνικὸν Πρακτορεῖον). Ὁ Βόγγιτς διωρίσθη πρεσβευτὴς τῆς Σερβίας ἐν Παρισίοις. Πᾶσαι αἱ διαδόσεις περὶ ἐπικειμένου ἀντιδυναστικοῦ κινήματος διαψεύδονται. [34, 1100, 348, 1214]
column-2 [362, 144, 687, 2283]
trades-title: ΤΑ ΕΠΙΤΗΔΕΥΜΑΤΑ [61, 1492, 321, 1524]
escape-para: Ὁ κ. Χαλκιόπουλος συνέστησε λοιπὸν τὴν αἴτησιν εἰς τὸν κ. Κόρακαν, ἀναχωρήσας δὲ ἀπὸ τὸ Στρατοδικεῖον μετὰ τὴν λῆψιν τῆς αἰτήσεως. [700, 1895, 981, 1962]
hotel-subtitle: HOTEL ROYAL [1331, 990, 1502, 1013]
arrests-note: Ἀγνοεῖται ὁ λόγος τῶν συλλήψεων. [1011, 1584, 1255, 1601]
forests-para: Κατὰ τὴν συνάδελφον «Πατρίδα» τῶν Χανίων, σχετικῶς πρὸς τὸ ζήτημα τῆς Κρητικῆς ἐμπορίας τῶν χαρουπίων, ἡ Κυβέρνησις ἐπέτρεψε τὴν ἀτελῆ εἰσαγωγὴν αὐτῶν εἰς τὴν Ἑλλάδα, καθότι οὐδέποτε ἐν Ἑλλάδι κατηγορήθησαν δασμολογικοί. [1274, 552, 1560, 669]
ad-rule [1274, 1186, 1560, 1187]
krabassara-title: ΤΟ ΕΝ ΚΡΑΒΑΣΣΑΡΑ ΕΠΕΙΣΟΔΙΟΝ [1030, 1607, 1225, 1646]
escape-subhead: ΣΥΝΕΧΙΖΟΝΤΑΙ ΑΙ ΑΝΑΚΡΙΣΕΙΣ [717, 1318, 964, 1334]
escape-para: Ἐγγύσθη χθὲς ὅτι ὁ διηγήσεις κ. Χαλκιόπουλος κατέθηκε ἀνεμύθησαν ἀνάκρισιν τοῦ Προέδρου τοῦ Στρατοδικείου κ. Πετμεζᾶ τὴν ἐξῆς λεπτομέρειαν, ἥτις ἀναιρεῖ ἄρδην τὴν ἰσχυρισμὴν τοῦ κ. Κόρακα, βεβαιῶντος, ὅτι ὁ Εἰσαγγελεὺς κ. Λυκουρέζος ἦτο πρὸ τοῦ πράγματος σύμφωνος ὅπως διαρρήξῃ τὴν θύραν τῶν συνελθόντων εἰς τὰς μαρτυρικὰς. [700, 1336, 981, 1501]
col3-item: τοῦ νέου Ὑπουργοῦ, διότι ὅπως καὶ πρὸ ὀλίγων ἡμερῶν ἐγράψαμεν, ὁ κ. Θεοτόκης προσπαθεῖ ν' ἀποφύγῃ τὸν σκόπελον χωρὶς νὰ ἐπέλθῃ καμμία τις εἰς τὸ κόμμα. [700, 144, 981, 227]
col3-item: Τὴν ὑποψηφιότητα τοῦ κ. Ρούφου ὑποστηρίζει καὶ ἡ πρόσκλησις τοῦ Γ. Γρηγοριάδου ὅστις ὅμως ἀντιπροσωπεύων μίαν τῶν Κυβερνήσεων πέρυσιν ἠρνήθη ν' ἀναλάβῃ τὸ Ὑπουργεῖον. [700, 470, 981, 569]
peking-para: Κατὰ τηλεγράφημα ἐκ Λονδίνου ἡ «Σημερινὴ» δηλοῖ ὅτι ἡ Ἀγγλικὴ Κυβέρνησις ἐδήλωσεν τὴν κατηγορηματικὴν γνώμην ὅτι ἡ Ἀγγλία ἐπιθυμεῖ νὰ ἀποσυρθῶσιν τὰ στρατεύματα ἐκ τοῦ Πεκίνου μόνον ὅταν ὑπάρχῃ ἐκεῖ πλήρης ἀσφάλεια διὰ τὴν διαπραγμάτευσιν τῆς εἰρήνης. [362, 1831, 687, 1946]
ministry-subtitle: ΜΕΤΑΡΡΥΘΜΙΣΙΣ [431, 1980, 618, 2003]
hotel-para: Ἀπὸ τῆς 1ης Σ)βρίου ἐ. ἔ. ἡ ἰδιοκτησία τοῦ ἀνοιχθέντος ἐν Ἀθήναις ξενοδοχείου ὑπὸ τὴν ἐπωνυμίαν «Ξενοδοχεῖον Βασιλικόν». Ἐκ τῶν πρώτων κατηρτίσθη ὁ τόπος καὶ ἐξ ἀρχῆς κατὰ τὸ ἐπικερδὲς Ἀθήνῃ ἐπὶ τῆς πλατ. τοῦ Συντάγματος. Ὁ κ. Τσαδήμης, ὅστις γνωστὸς διὰ τὴν ἐπιμέλειαν τὴν σημερινὴν τὴν «Ἀθηνῶν», θὰ παρέχῃ πάσας τὰς ἀναπαύσεις εἰς τοὺς κ. κ. ξένους. [1274, 1016, 1560, 1181]
bookstore-para: Ἐκτακτος εὐκαιρία διὰ πάντα ἐπιστήμονα. Ἐκπτώσεις 80 ο)ο ἐπὶ τῶν ἑξῆς βιβλίων. Κ. Μυτσοπούλου καθηγ. ἐν τῷ Ἐθν. Πανεπιστημίῳ καὶ Πολυτεχνείῳ. Γεωλογία τόμ. 2 σελ. 1175 εἰκ. 420 ἀρ. 4 ἀντὶ τῆς ἀρχικῆς τιμῆς δρ. 40 μόνον δρ. 8. Τοῦ ἰδίου Ὀρυκτολογία τόμ. 2. σ. 720 εἰκ. 4 εἰκ. 400, ἀντὶ τῆς ἀρχικῆς τιμῆς δρ. 25 μόνον δραχμαὶ 7. Edouard Mager Ὀφθαλμολογία μεταφρασθεῖσα ὑπὸ Γ. Ν. Ἀδάζου ἰατροῦ ὀφθαλμολόγου τόμ. 256, μὲ εἰκόνας χρωματιστὰς βο σελ. 836, ἀντὶ τῆς ἀρχικῆς τιμῆς δρ. 20 μόνον δρ. 7. [1274, 724, 1560, 955]
col3-item: Ἐπὶ τούτου δὲ ὁ βουλευτὴς Πατρῶν κ. Ἰω. Ρούφος, ἀφοῦ ὁ κ. Κανακάρης δὲν δύναται ἕνεκα λόγων ὑγείας ν' ἀναλάβῃ Ὑπουργεῖον. [700, 314, 981, 381]
column-1 [34, 144, 348, 2283]
italy-para: Τὴν ἐκκένωσιν τοῦ Πεκίνου, εὐθὺς ὡς ἤθελεν ἀρχίσῃ σπουδαία κατὰ τὸ ζήτημα τῆς Κίνας. [362, 1648, 687, 1698]
china-para: Κατὰ τηλεγραφήματα ἐκ Πεκίνου πρὸς τὰς Ἀγγλικὰς ἐφημερίδας, οἱ Γερμανοὶ προέτειναν τὸν σχηματισμὸν νέου διεθνοῦς στρατεύματος, προωρισμένου νὰ δράσῃ καθ' ὅλην τὴν ἐπαρχίαν τῆς πρωτευούσης, ἤτοι τὸ Τσὶ Λή. Οἱ διάφοροι διοικηταὶ προσεκλήθησαν ὑπὸ τοῦ Γερμανοῦ νὰ συνεισφέρωσι τὸ ἀνάλογον μέρος ἐκ τῶν στρατευμάτων των πρὸς σχηματισμὸν αὐτοῦ τοῦ νέου σώματος πρὸ τῆς ἀφίξεως τοῦ Βάλδερσε. [362, 532, 687, 740]
